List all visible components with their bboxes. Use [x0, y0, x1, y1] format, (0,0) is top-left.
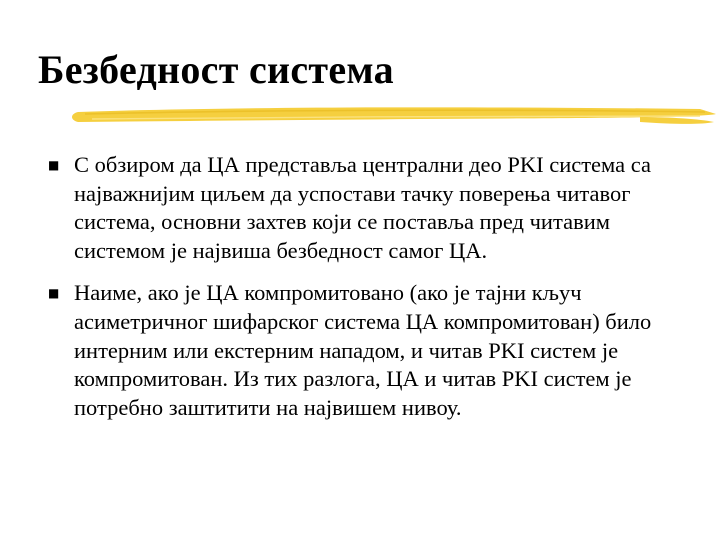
bullet-text: С обзиром да ЦА представља централни део PKI система са најважнијим циљем да успостави тачку поверења читавог система, основни захтев који се поставља пред читавим системом је највиша безбедност самог ЦА. [74, 152, 651, 263]
title-underline-brushstroke [0, 100, 720, 132]
square-bullet-icon: ■ [48, 286, 60, 301]
bullet-list [48, 151, 693, 422]
bullet-item [48, 151, 693, 265]
bullet-item [48, 279, 693, 422]
bullet-text: Наиме, ако је ЦА компромитовано (ако је тајни кључ асиметричног шифарског система ЦА компромитован) било интерним или екстерним нападом, и читав PKI систем је компромитован. Из тих разлога, ЦА и читав PKI систем је потребно заштитити на највишем нивоу. [74, 280, 652, 420]
slide-title: Безбедност система [38, 47, 394, 92]
square-bullet-icon: ■ [48, 158, 60, 172]
brushstroke-tail [640, 117, 714, 124]
brushstroke-main [72, 107, 716, 122]
